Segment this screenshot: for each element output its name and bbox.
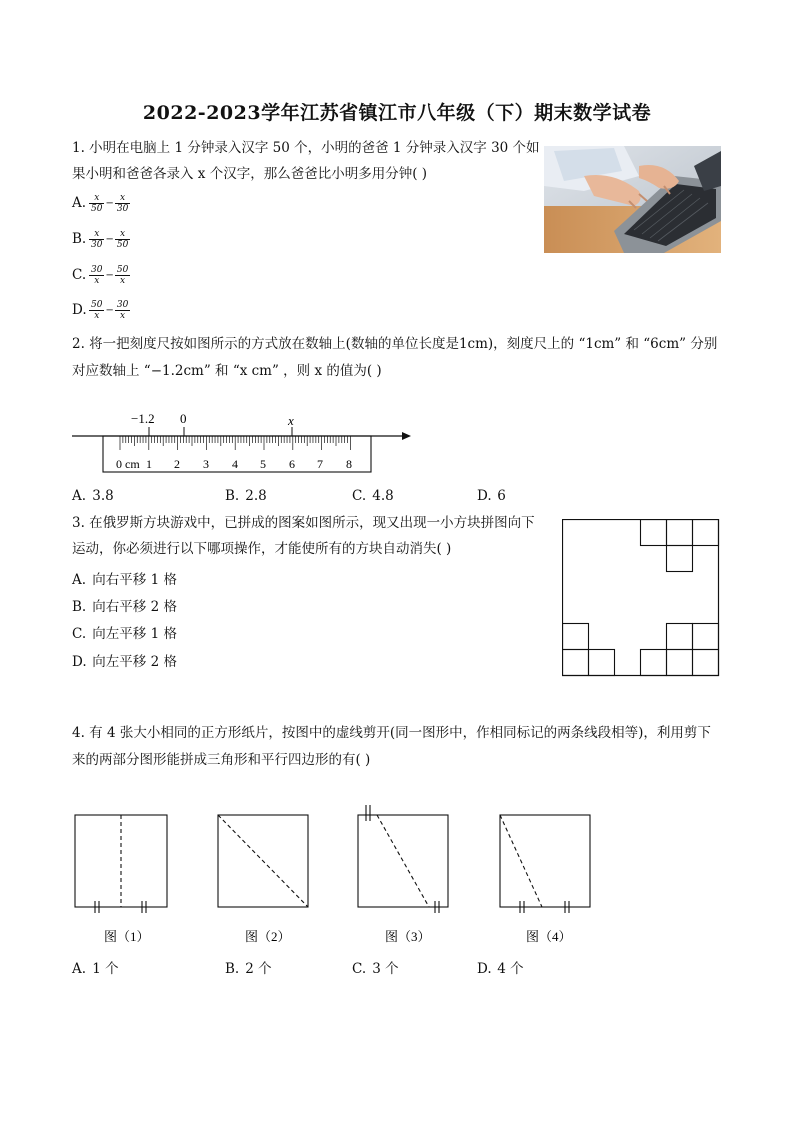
q2-option-c: C. 4.8 (352, 488, 394, 504)
q1-stem-line2: 果小明和爸爸各录入 x 个汉字，那么爸爸比小明多用分钟( ) (72, 166, 428, 182)
q3-option-d: D. 向左平移 2 格 (72, 654, 177, 670)
figure-3 (358, 805, 448, 913)
tetris-block (693, 650, 719, 676)
q2-option-a: A. 3.8 (72, 488, 114, 504)
tetris-block (563, 650, 589, 676)
ruler-number-line-figure (68, 405, 413, 477)
q3-option-b: B. 向右平移 2 格 (72, 599, 177, 615)
tetris-block (667, 650, 693, 676)
tetris-block (693, 520, 719, 546)
ruler-label-8: 8 (346, 457, 352, 471)
q2-option-b: B. 2.8 (225, 488, 267, 504)
figure-2 (218, 815, 308, 907)
q4-option-b: B. 2 个 (225, 961, 272, 977)
ruler-label-3: 3 (203, 457, 209, 471)
ruler-label-0: 0 cm (116, 457, 140, 471)
figure-caption-2: 图（2） (245, 929, 291, 944)
figure-4 (500, 815, 590, 913)
tetris-block (693, 624, 719, 650)
axis-label-x: x (288, 413, 294, 428)
axis-label-neg: −1.2 (131, 411, 155, 426)
tetris-block (563, 624, 589, 650)
tetris-block (667, 624, 693, 650)
q3-stem-line2: 运动，你必须进行以下哪项操作，才能使所有的方块自动消失( ) (72, 541, 452, 557)
figure-1 (75, 815, 167, 913)
axis-label-zero: 0 (180, 411, 187, 426)
ruler-label-2: 2 (174, 457, 180, 471)
ruler-label-1: 1 (146, 457, 152, 471)
ruler-label-6: 6 (289, 457, 295, 471)
option-label: A. (72, 195, 87, 211)
q2-stem-line1: 2. 将一把刻度尺按如图所示的方式放在数轴上(数轴的单位长度是1cm)，刻度尺上的 “1cm” 和 “6cm” 分别 (72, 336, 718, 352)
axis-arrow-icon (402, 432, 411, 440)
q4-stem-line2: 来的两部分图形能拼成三角形和平行四边形的有( ) (72, 752, 371, 768)
q2-option-d: D. 6 (477, 488, 506, 504)
ruler-label-7: 7 (317, 457, 323, 471)
q4-option-a: A. 1 个 (72, 961, 119, 977)
figure-caption-3: 图（3） (385, 929, 431, 944)
q3-option-a: A. 向右平移 1 格 (72, 572, 177, 588)
tetris-block (667, 546, 693, 572)
q1-stem-line1: 1. 小明在电脑上 1 分钟录入汉字 50 个，小明的爸爸 1 分钟录入汉字 30 个如 (72, 140, 540, 156)
tetris-grid-figure (562, 519, 720, 677)
q3-option-c: C. 向左平移 1 格 (72, 626, 177, 642)
option-label: C. (72, 267, 87, 283)
q3-stem-line1: 3. 在俄罗斯方块游戏中，已拼成的图案如图所示，现又出现一小方块拼图向下 (72, 515, 535, 531)
square-cut-figures (70, 800, 600, 950)
ruler-label-5: 5 (260, 457, 266, 471)
option-label: D. (72, 302, 87, 318)
q1-option-b: B. $\frac{x}{30}$ − $\frac{x}{50}$ (72, 229, 129, 250)
q1-option-a: A. $\frac{x}{50}$ − $\frac{x}{30}$ (72, 193, 129, 214)
tetris-block (589, 650, 615, 676)
tetris-block (641, 520, 667, 546)
q2-stem-line2: 对应数轴上 “−1.2cm” 和 “x cm” ，则 x 的值为( ) (72, 363, 382, 379)
option-label: B. (72, 231, 87, 247)
q1-option-c: C. $\frac{30}{x}$ − $\frac{50}{x}$ (72, 265, 129, 286)
page-title: 2022-2023学年江苏省镇江市八年级（下）期末数学试卷 (142, 102, 652, 124)
q4-option-d: D. 4 个 (477, 961, 524, 977)
laptop-typing-photo (544, 146, 721, 253)
q4-option-c: C. 3 个 (352, 961, 399, 977)
q1-option-d: D. $\frac{50}{x}$ − $\frac{30}{x}$ (72, 300, 129, 321)
tetris-block (641, 650, 667, 676)
tetris-block (667, 520, 693, 546)
ruler-tick-marks (120, 436, 350, 450)
figure-caption-1: 图（1） (104, 929, 150, 944)
q4-stem-line1: 4. 有 4 张大小相同的正方形纸片，按图中的虚线剪开(同一图形中，作相同标记的两条线段相等)，利用剪下 (72, 725, 711, 741)
figure-caption-4: 图（4） (526, 929, 572, 944)
ruler-label-4: 4 (232, 457, 238, 471)
